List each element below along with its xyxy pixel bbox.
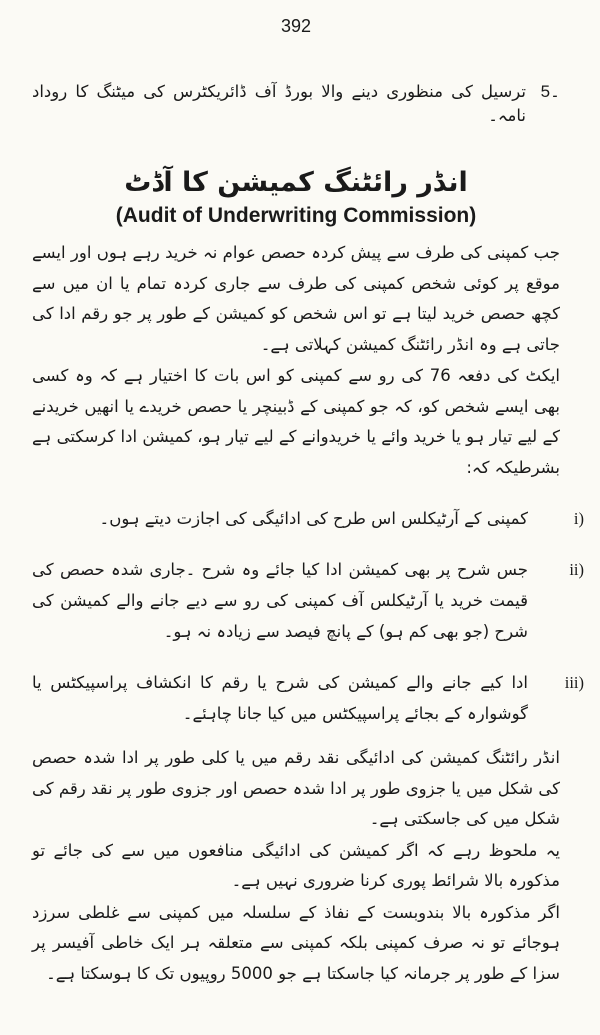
section-heading-urdu: انڈر رائٹنگ کمیشن کا آڈٹ xyxy=(124,167,468,198)
paragraph: انڈر رائٹنگ کمیشن کی ادائیگی نقد رقم میں یا کلی طور پر ادا شدہ حصص کی شکل میں یا جزوی طور پر ادا شدہ حصص اور جزوی طور پر نقد رقم کی شکل میں کی جاسکتی ہے۔ xyxy=(32,748,560,828)
paragraph: ایکٹ کی دفعہ 76 کی رو سے کمپنی کو اس بات کا اختیار ہے کہ وہ کسی بھی ایسے شخص کو، کہ جو کمپنی کے ڈبینچر یا حصص خریدے یا انھیں خریدنے کے لیے تیار ہو یا خرید وائے یا خریدوانے کے لیے تیار ہو، کمیشن ادا کرسکتی ہے بشرطیکہ کہ: xyxy=(32,366,560,477)
condition-item xyxy=(32,503,584,534)
paragraph: جب کمپنی کی طرف سے پیش کردہ حصص عوام نہ خرید رہے ہوں اور ایسے موقع پر کوئی شخص کمپنی کی طرف سے جاری کردہ تمام یا ان میں سے کچھ حصص خرید لیتا ہے تو اس شخص کو کمیشن کے طور پر جو رقم ادا کی جاتی ہے وہ انڈر رائٹنگ کمیشن کہلاتی ہے۔ xyxy=(32,243,560,354)
condition-number: iii) xyxy=(564,673,584,692)
condition-text: جس شرح پر بھی کمیشن ادا کیا جائے وہ شرح ۔جاری شدہ حصص کی قیمت خرید یا آرٹیکلس آف کمپنی کی رو سے دیے جانے والے کمیشن کی شرح (جو بھی کم ہو) کے پانچ فیصد سے زیادہ نہ ہو۔ xyxy=(32,560,528,641)
condition-number: i) xyxy=(573,509,584,528)
paragraph: اگر مذکورہ بالا بندوبست کے نفاذ کے سلسلہ میں کمپنی سے غلطی سرزد ہوجائے تو نہ صرف کمپنی بلکہ کمپنی سے متعلقہ ہر ایک خاطی آفیسر پر سزا کے طور پر جرمانہ کیا جاسکتا ہے جو 5000 روپیوں تک کا ہوسکتا ہے۔ xyxy=(32,902,560,983)
condition-item xyxy=(32,554,584,647)
section-heading-english: (Audit of Underwriting Commission) xyxy=(115,204,477,227)
condition-item xyxy=(32,667,584,729)
condition-text: کمپنی کے آرٹیکلس اس طرح کی ادائیگی کی اجازت دیتے ہوں۔ xyxy=(99,509,528,528)
item-text: ترسیل کی منظوری دینے والا بورڈ آف ڈائریکٹرس کی میٹنگ کا روداد نامہ۔ xyxy=(32,82,526,125)
condition-text: ادا کیے جانے والے کمیشن کی شرح یا رقم کا انکشاف پراسپیکٹس یا گوشوارہ کے بجائے پراسپیکٹس میں کیا جانا چاہئے۔ xyxy=(32,673,528,723)
paragraph: یہ ملحوظ رہے کہ اگر کمیشن کی ادائیگی منافعوں میں سے کی جائے تو مذکورہ بالا شرائط پوری کرنا ضروری نہیں ہے۔ xyxy=(32,840,560,890)
item-number: 5۔ xyxy=(540,82,560,101)
list-item-5 xyxy=(32,80,560,128)
condition-number: ii) xyxy=(569,560,584,579)
page-number: 392 xyxy=(280,16,312,36)
